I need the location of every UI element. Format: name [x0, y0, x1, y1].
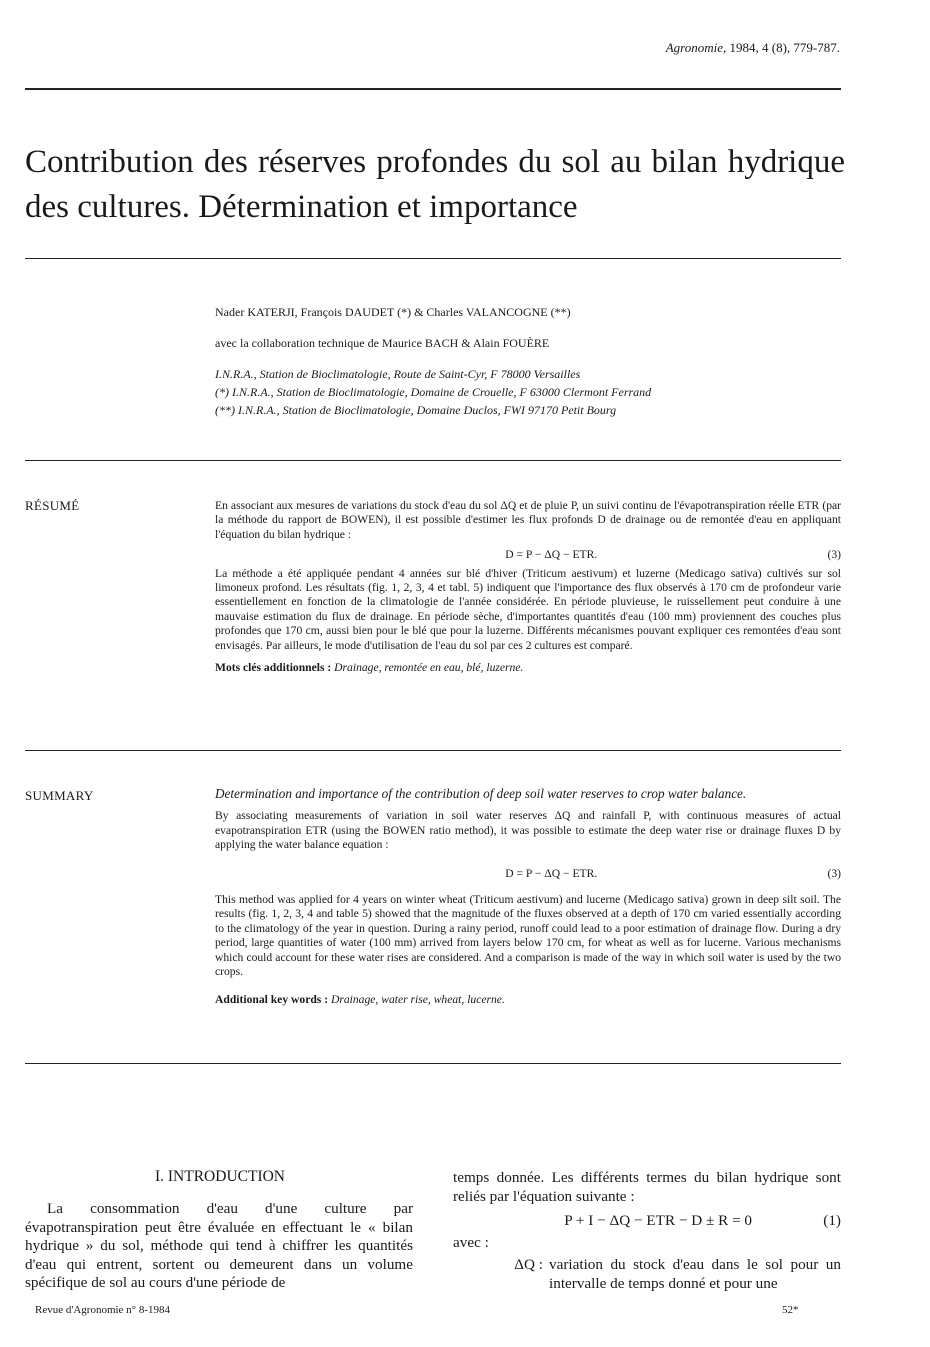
keywords-text-en: Drainage, water rise, wheat, lucerne. — [330, 993, 505, 1007]
equation-1: P + I − ΔQ − ETR − D ± R = 0 — [564, 1212, 753, 1230]
resume-text — [215, 499, 841, 675]
equation-number: (3) — [827, 548, 841, 562]
definition-symbol: ΔQ : — [514, 1256, 543, 1274]
keywords-text: Drainage, remontée en eau, blé, luzerne. — [334, 661, 524, 675]
resume-equation — [215, 548, 841, 562]
header-rule — [25, 88, 841, 90]
resume-label: RÉSUMÉ — [25, 498, 80, 513]
title-rule — [25, 258, 841, 259]
avec-label: avec : — [453, 1233, 489, 1251]
affiliation-1: I.N.R.A., Station de Bioclimatologie, Route de Saint-Cyr, F 78000 Versailles — [215, 367, 581, 381]
intro-paragraph: La consommation d'eau d'une culture par évapotranspiration peut être évaluée en effectuant le « bilan hydrique » du sol, méthode qui tend à chiffrer les quantités d'eau qui entrent, sortent ou demeurent dans un volume spécifique de sol au cours d'une période de — [25, 1200, 413, 1292]
resume-paragraph-2: La méthode a été appliquée pendant 4 années sur blé d'hiver (Triticum aestivum) et luzerne (Medicago sativa) cultivés sur sol limoneux profond. Les résultats (fig. 1, 2, 3, 4 et tabl. 5) indiquent que l'importance des flux observés à 170 cm de profondeur varie essentiellement en fonction de la climatologie de l'année considérée. En période pluvieuse, le ruissellement peut conduire à une mauvaise estimation du flux de drainage. En période sèche, d'importantes quantités d'eau (100 mm) proviennent des couches plus profondes que 170 cm, aussi bien pour le blé que pour la luzerne. Différents mécanismes pouvant expliquer ces remontées d'eau sont envisagés. Par ailleurs, le mode d'utilisation de l'eau du sol par ces 2 cultures est comparé. — [215, 566, 841, 652]
resume-paragraph-1: En associant aux mesures de variations du stock d'eau du sol ΔQ et de pluie P, un suivi continu de l'évapotranspiration réelle ETR (par la méthode du rapport de BOWEN), il est possible d'estimer les flux profonds D de drainage ou de remontée d'eau en appliquant l'équation du bilan hydrique : — [215, 499, 841, 541]
journal-volume: 1984, 4 (8), 779-787. — [729, 40, 840, 55]
summary-paragraph-2: This method was applied for 4 years on winter wheat (Triticum aestivum) and lucerne (Medicago sativa) grown in deep silt soil. The results (fig. 1, 2, 3, 4 and table 5) showed that the magnitude of the fluxes observed at a depth of 170 cm varied essentially according to the climatology of the year in question. During a rainy period, runoff could lead to a poor estimation of drainage flow. During a dry period, large quantities of water (100 mm) arrived from layers below 170 cm, for wheat as well as for lucerne. Various mechanisms which could account for these water rises are considered. And a comparison is made of the way in which soil water is used by the two crops. — [215, 893, 841, 979]
definition-delta-q — [453, 1256, 841, 1293]
affiliation-2: (*) I.N.R.A., Station de Bioclimatologie, Domaine de Crouelle, F 63000 Clermont Ferrand — [215, 385, 652, 399]
summary-paragraph-1: By associating measurements of variation in soil water reserves ΔQ and rainfall P, with continuous measures of actual evapotranspiration ETR (using the BOWEN ratio method), it was possible to estimate the deep water rise or drainage fluxes D by applying the water balance equation : — [215, 809, 841, 852]
article-title: Contribution des réserves profondes du sol au bilan hydrique des cultures. Détermination et importance — [25, 144, 845, 225]
keywords-label-en: Additional key words : — [215, 993, 329, 1007]
equation-number-en: (3) — [827, 866, 841, 880]
journal-name: Agronomie, — [665, 40, 727, 55]
collaboration-note: avec la collaboration technique de Maurice BACH & Alain FOUÈRE — [215, 336, 550, 350]
summary-equation — [215, 867, 841, 881]
page-number: 52* — [782, 1304, 799, 1316]
summary-label: SUMMARY — [25, 788, 94, 803]
equation-1-row — [453, 1212, 841, 1231]
section-heading-introduction: I. INTRODUCTION — [154, 1168, 285, 1185]
author-block — [215, 303, 835, 419]
definition-text: variation du stock d'eau dans le sol pour un intervalle de temps donné et pour une — [549, 1256, 841, 1292]
intro-continuation: temps donnée. Les différents termes du bilan hydrique sont reliés par l'équation suivante : — [453, 1169, 841, 1205]
resume-rule — [25, 750, 841, 751]
footer-journal: Revue d'Agronomie n° 8-1984 — [35, 1304, 170, 1316]
author-names: Nader KATERJI, François DAUDET (*) & Charles VALANCOGNE (**) — [215, 305, 571, 319]
summary-title: Determination and importance of the contribution of deep soil water reserves to crop water balance. — [215, 786, 747, 801]
intro-left-column — [25, 1200, 413, 1293]
authors-rule — [25, 460, 841, 461]
summary-keywords — [215, 993, 841, 1007]
intro-right-column — [453, 1169, 841, 1294]
journal-citation — [666, 40, 840, 56]
affiliation-3: (**) I.N.R.A., Station de Bioclimatologie, Domaine Duclos, FWI 97170 Petit Bourg — [215, 403, 617, 417]
resume-keywords — [215, 661, 841, 675]
summary-rule — [25, 1063, 841, 1064]
keywords-label: Mots clés additionnels : — [215, 661, 332, 675]
equation-1-number: (1) — [823, 1212, 841, 1230]
equation-3-en: D = P − ΔQ − ETR. — [505, 866, 598, 880]
equation-3: D = P − ΔQ − ETR. — [505, 548, 598, 562]
summary-text — [215, 787, 841, 1008]
